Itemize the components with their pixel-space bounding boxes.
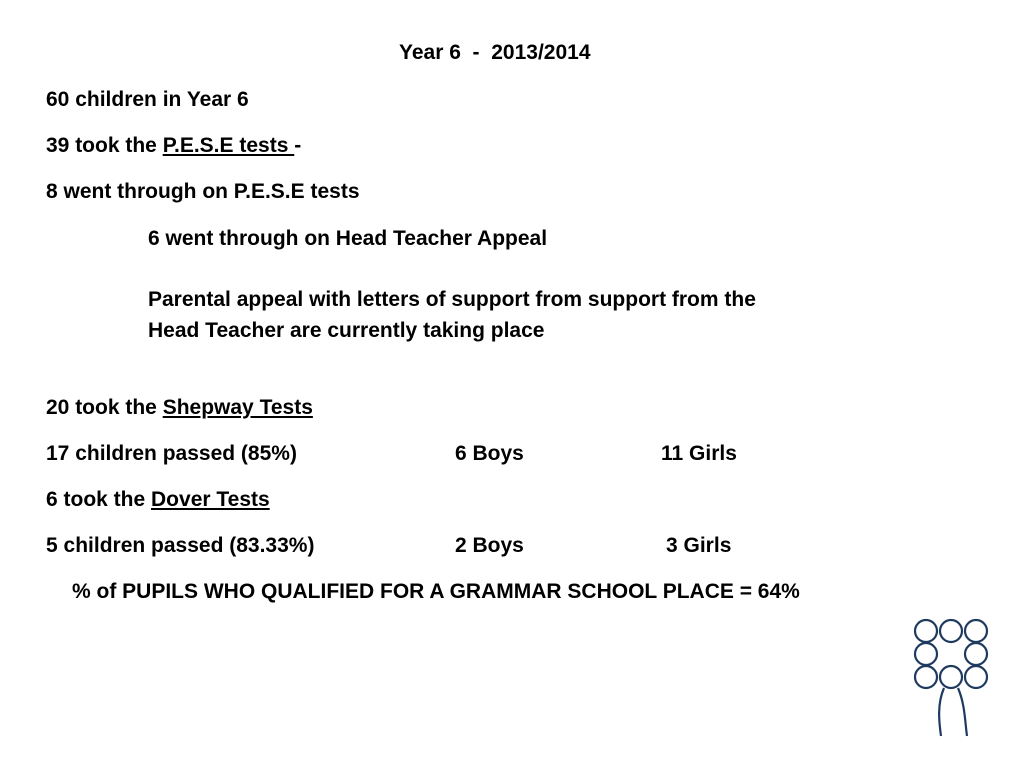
dover-tests-line xyxy=(46,488,270,512)
dover-prefix: 6 took the xyxy=(46,488,152,511)
shepway-boys: 6 Boys xyxy=(455,442,524,465)
grammar-school-summary: % of PUPILS WHO QUALIFIED FOR A GRAMMAR SCHOOL PLACE = 64% xyxy=(72,580,800,603)
dover-tests-link[interactable]: Dover Tests xyxy=(151,488,270,511)
shepway-tests-link[interactable]: Shepway Tests xyxy=(162,396,313,419)
pese-tests-line xyxy=(46,134,301,158)
dover-girls: 3 Girls xyxy=(666,534,732,557)
shepway-girls: 11 Girls xyxy=(661,442,737,465)
shepway-prefix: 20 took the xyxy=(46,396,163,419)
head-teacher-appeal: 6 went through on Head Teacher Appeal xyxy=(148,227,548,250)
dover-passed: 5 children passed (83.33%) xyxy=(46,534,315,557)
tree-logo-icon xyxy=(910,618,994,746)
parental-appeal-line-1: Parental appeal with letters of support from support from the xyxy=(148,288,756,311)
slide-title: Year 6 - 2013/2014 xyxy=(399,41,591,64)
shepway-tests-line xyxy=(46,396,313,420)
pese-suffix: - xyxy=(294,134,302,157)
parental-appeal-line-2: Head Teacher are currently taking place xyxy=(148,319,545,342)
children-count: 60 children in Year 6 xyxy=(46,88,249,111)
pese-prefix: 39 took the xyxy=(46,134,163,157)
shepway-passed: 17 children passed (85%) xyxy=(46,442,297,465)
pese-through: 8 went through on P.E.S.E tests xyxy=(46,180,360,203)
pese-tests-link[interactable]: P.E.S.E tests xyxy=(162,134,295,157)
dover-boys: 2 Boys xyxy=(455,534,524,557)
